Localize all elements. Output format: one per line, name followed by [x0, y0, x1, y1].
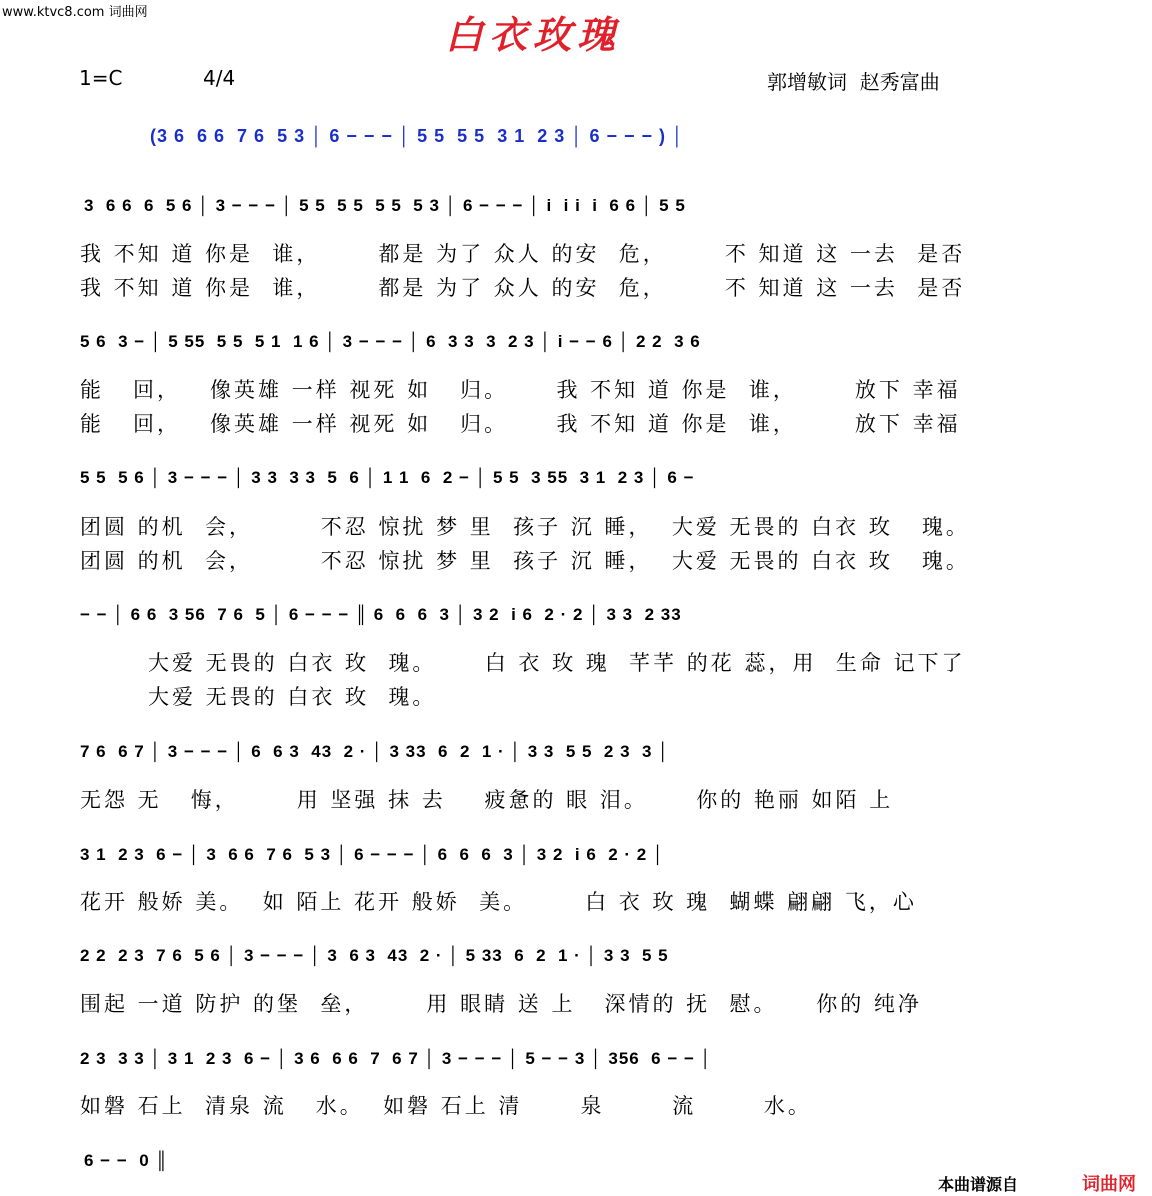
key-signature: 1=C [79, 66, 123, 90]
lyrics-line-1b: 我 不知 道 你是 谁， 都是 为了 众人 的安 危， 不 知道 这 一去 是否 [80, 276, 966, 300]
site-watermark: www.ktvc8.com 词曲网 [2, 5, 148, 20]
notation-line-3: 5 5 5 6 │ 3 − − − │ 3 3 3 3 5 6 │ 1 1 6 2 − │ 5 5 3 55 3 1 2 3 │ 6 − [80, 468, 695, 487]
notation-line-2: 5 6 3 − │ 5 55 5 5 5 1 1 6 │ 3 − − − │ 6 3 3 3 2 3 │ i − − 6 │ 2 2 3 6 [80, 332, 701, 351]
lyrics-line-3a: 团圆 的机 会， 不忍 惊扰 梦 里 孩子 沉 睡， 大爱 无畏的 白衣 玫 瑰。 [80, 515, 970, 539]
time-signature: 4/4 [203, 66, 236, 90]
lyrics-line-3b: 团圆 的机 会， 不忍 惊扰 梦 里 孩子 沉 睡， 大爱 无畏的 白衣 玫 瑰。 [80, 549, 970, 573]
brand-logo-text[interactable]: 词曲网 [1082, 1174, 1136, 1195]
notation-line-8: 2 3 3 3 │ 3 1 2 3 6 − │ 3 6 6 6 7 6 7 │ 3 − − − │ 5 − − 3 │ 356 6 − − │ [80, 1049, 713, 1068]
source-note: 本曲谱源自 [938, 1175, 1019, 1194]
lyrics-line-2b: 能 回， 像英雄 一样 视死 如 归。 我 不知 道 你是 谁， 放下 幸福 [80, 412, 961, 436]
notation-line-7: 2 2 2 3 7 6 5 6 │ 3 − − − │ 3 6 3 43 2 · │ 5 33 6 2 1 · │ 3 3 5 5 [80, 946, 669, 965]
lyrics-line-2a: 能 回， 像英雄 一样 视死 如 归。 我 不知 道 你是 谁， 放下 幸福 [80, 378, 961, 402]
notation-line-6: 3 1 2 3 6 − │ 3 6 6 7 6 5 3 │ 6 − − − │ 6 6 6 3 │ 3 2 i 6 2 · 2 │ [80, 845, 665, 864]
notation-line-4: − − │ 6 6 3 56 7 6 5 │ 6 − − − ║ 6 6 6 3 │ 3 2 i 6 2 · 2 │ 3 3 2 33 [80, 605, 682, 624]
lyrics-line-1a: 我 不知 道 你是 谁， 都是 为了 众人 的安 危， 不 知道 这 一去 是否 [80, 242, 966, 266]
notation-line-9: 6 − − 0 ║ [84, 1151, 169, 1170]
song-title: 白衣玫瑰 [445, 12, 622, 57]
lyrics-line-4b: 大爱 无畏的 白衣 玫 瑰。 [148, 685, 437, 709]
lyrics-line-7: 围起 一道 防护 的堡 垒， 用 眼睛 送 上 深情的 抚 慰。 你的 纯净 [80, 992, 922, 1016]
composer-credits: 郭增敏词 赵秀富曲 [767, 70, 940, 94]
lyrics-line-5: 无怨 无 悔， 用 坚强 抹 去 疲惫的 眼 泪。 你的 艳丽 如陌 上 [80, 788, 894, 812]
intro-notation: (3 6 6 6 7 6 5 3 │ 6 − − − │ 5 5 5 5 3 1 2 3 │ 6 − − − ) │ [150, 126, 685, 146]
notation-line-5: 7 6 6 7 │ 3 − − − │ 6 6 3 43 2 · │ 3 33 6 2 1 · │ 3 3 5 5 2 3 3 │ [80, 742, 670, 761]
lyrics-line-6: 花开 般娇 美。 如 陌上 花开 般娇 美。 白 衣 玫 瑰 蝴蝶 翩翩 飞，心 [80, 890, 917, 914]
lyrics-line-4a: 大爱 无畏的 白衣 玫 瑰。 白 衣 玫 瑰 芊芊 的花 蕊，用 生命 记下了 [148, 651, 966, 675]
notation-line-1: 3 6 6 6 5 6 │ 3 − − − │ 5 5 5 5 5 5 5 3 │ 6 − − − │ i i i i 6 6 │ 5 5 [84, 196, 686, 215]
lyrics-line-8: 如磐 石上 清泉 流 水。 如磐 石上 清 泉 流 水。 [80, 1094, 812, 1118]
